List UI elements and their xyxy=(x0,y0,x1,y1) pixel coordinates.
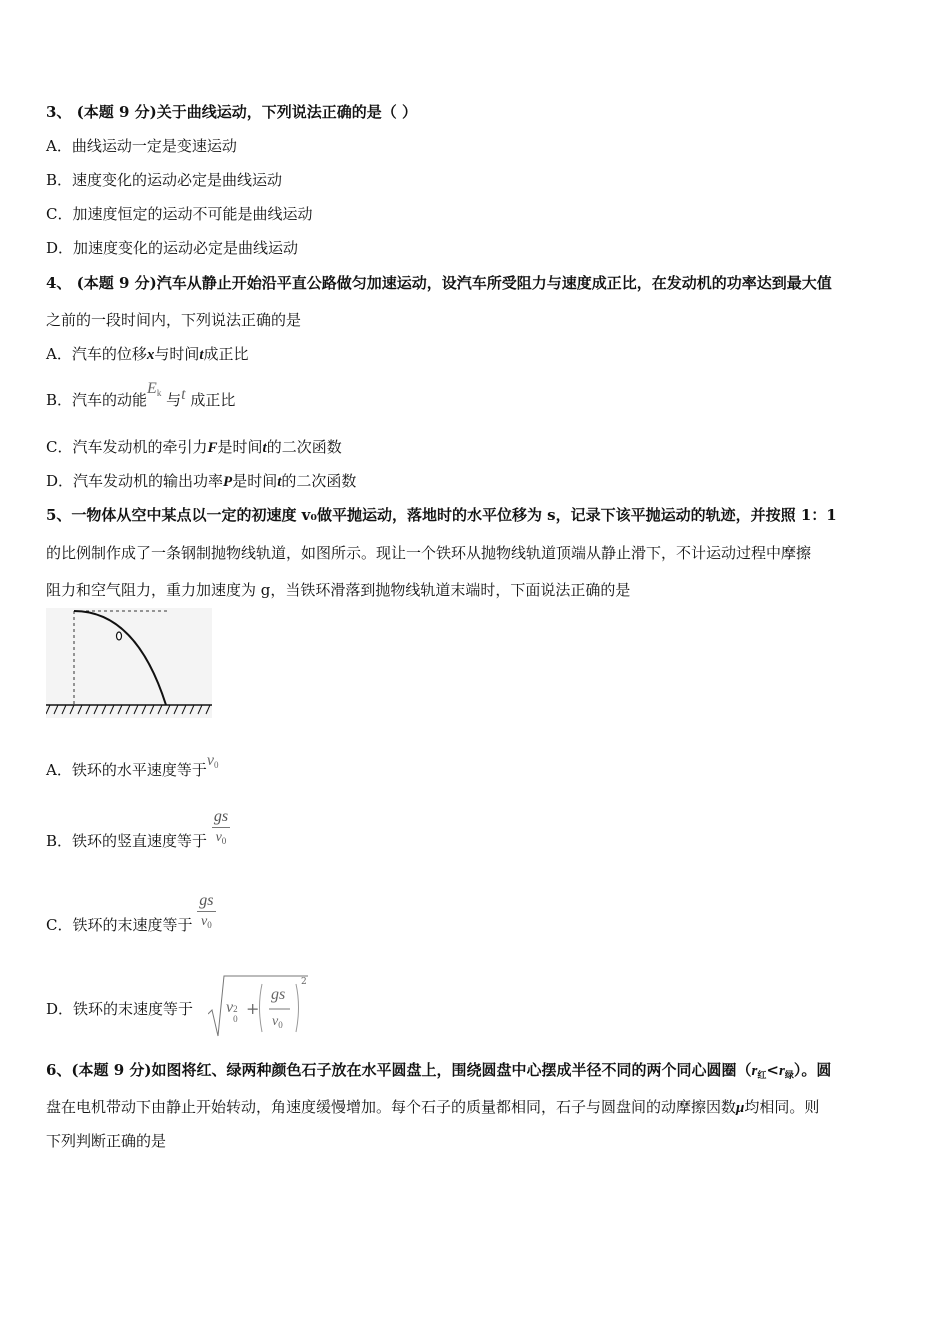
q5-stem-line1: 5、一物体从空中某点以一定的初速度 v₀做平抛运动，落地时的水平位移为 s，记录下该平抛运动的轨迹，并按照 1：1 xyxy=(46,506,837,524)
q6-stem-line2 xyxy=(46,1097,819,1118)
q5-b-den-sub: 0 xyxy=(221,836,227,846)
q5-b-text: B．铁环的竖直速度等于 xyxy=(46,832,208,850)
q4-c-var-f: F xyxy=(207,440,218,456)
q5-d-sqrt-expression xyxy=(208,974,312,1040)
q5-c-den-sub: 0 xyxy=(207,920,212,930)
q5-option-a xyxy=(46,752,219,785)
q4-d-text-post: 的二次函数 xyxy=(281,472,357,490)
q6-line2-text: 盘在电机带动下由静止开始转动，角速度缓慢增加。每个石子的质量都相同，石子与圆盘间的动摩擦因数 xyxy=(46,1098,737,1116)
q6-line2-post: 均相同。则 xyxy=(744,1098,820,1116)
q6-r1-sub: 红 xyxy=(757,1071,767,1081)
q5-c-fraction xyxy=(197,892,215,934)
q4-option-d xyxy=(46,471,356,492)
parabola-track-figure xyxy=(46,608,212,718)
q4-c-text-post: 的二次函数 xyxy=(266,438,342,456)
q4-d-text: D．汽车发动机的输出功率 xyxy=(46,472,224,490)
q4-a-var-t: t xyxy=(199,347,204,363)
q5-b-numerator: gs xyxy=(213,808,229,825)
q3-option-b: B．速度变化的运动必定是曲线运动 xyxy=(46,171,283,189)
q5-c-text: C．铁环的末速度等于 xyxy=(46,916,193,934)
q4-b-var-e-sub: k xyxy=(156,388,162,398)
q6-stem-line1 xyxy=(46,1060,831,1086)
q5-d-v: v xyxy=(226,999,234,1016)
q3-stem: 3、 (本题 9 分)关于曲线运动，下列说法正确的是（ ） xyxy=(46,103,417,121)
iron-ring xyxy=(117,632,122,640)
q4-c-text: C．汽车发动机的牵引力 xyxy=(46,438,208,456)
q4-option-b xyxy=(46,380,236,415)
q6-mu: μ xyxy=(736,1100,745,1116)
q5-c-den-v: v xyxy=(201,914,208,929)
q4-a-var-x: x xyxy=(146,347,155,363)
q4-stem-line2: 之前的一段时间内，下列说法正确的是 xyxy=(46,311,302,329)
q5-d-den-sub: 0 xyxy=(278,1020,283,1030)
q4-b-text-post: 成正比 xyxy=(190,391,236,409)
q5-option-d xyxy=(46,999,193,1019)
q6-r2-sub: 绿 xyxy=(784,1071,794,1081)
q5-d-v-sup: 2 xyxy=(233,1004,238,1014)
q6-line1-post: ）。圆 xyxy=(793,1061,832,1079)
figure-background xyxy=(46,608,212,718)
q5-a-v: v xyxy=(206,752,214,769)
sqrt-radical-icon xyxy=(208,974,312,1040)
q5-c-numerator: gs xyxy=(199,892,214,909)
q4-c-var-t: t xyxy=(262,440,267,456)
q5-d-plus: + xyxy=(246,999,260,1018)
q5-stem-line2: 的比例制作成了一条钢制抛物线轨道，如图所示。现让一个铁环从抛物线轨道顶端从静止滑下，不计运动过程中摩擦 xyxy=(46,544,812,562)
q4-b-var-t: t xyxy=(181,386,186,403)
q4-b-text-mid: 与 xyxy=(166,391,182,409)
q5-d-outer-sup: 2 xyxy=(301,977,307,987)
q5-option-b xyxy=(46,808,230,851)
q6-stem-line3: 下列判断正确的是 xyxy=(46,1132,167,1150)
q4-option-a xyxy=(46,344,249,365)
q4-d-var-p: P xyxy=(223,474,233,490)
q5-d-text: D．铁环的末速度等于 xyxy=(46,1000,194,1018)
q4-b-var-e: E xyxy=(147,380,157,397)
q4-c-text-mid: 是时间 xyxy=(217,438,263,456)
q4-b-text: B．汽车的动能 xyxy=(46,391,148,409)
q4-d-text-mid: 是时间 xyxy=(232,472,278,490)
q5-d-den-v: v xyxy=(272,1014,279,1029)
q5-d-v-sub: 0 xyxy=(233,1014,238,1024)
q4-a-text-post: 成正比 xyxy=(203,345,249,363)
q6-r1: r xyxy=(751,1063,758,1079)
q5-d-numerator: gs xyxy=(271,986,286,1003)
q3-option-d: D．加速度变化的运动必定是曲线运动 xyxy=(46,239,299,257)
q4-a-text: A．汽车的位移 xyxy=(46,345,147,363)
q6-less-than: < xyxy=(766,1061,779,1079)
q5-stem-line3: 阻力和空气阻力，重力加速度为 g，当铁环滑落到抛物线轨道末端时，下面说法正确的是 xyxy=(46,581,631,599)
q4-a-text-mid: 与时间 xyxy=(154,345,200,363)
q5-b-den-v: v xyxy=(215,830,222,845)
q5-a-text: A．铁环的水平速度等于 xyxy=(46,761,207,779)
q6-r2: r xyxy=(778,1063,785,1079)
q4-stem-line1: 4、 (本题 9 分)汽车从静止开始沿平直公路做匀加速运动，设汽车所受阻力与速度成正比，在发动机的功率达到最大值 xyxy=(46,274,832,292)
q6-line1-text: 6、(本题 9 分)如图将红、绿两种颜色石子放在水平圆盘上，围绕圆盘中心摆成半径不同的两个同心圆圈（ xyxy=(46,1061,752,1079)
q4-d-var-t: t xyxy=(277,474,282,490)
q5-a-v-sub: 0 xyxy=(213,760,219,770)
q3-option-c: C．加速度恒定的运动不可能是曲线运动 xyxy=(46,205,313,223)
q3-option-a: A．曲线运动一定是变速运动 xyxy=(46,137,237,155)
q4-option-c xyxy=(46,437,342,458)
q5-b-fraction xyxy=(212,808,230,850)
q5-option-c xyxy=(46,892,216,935)
